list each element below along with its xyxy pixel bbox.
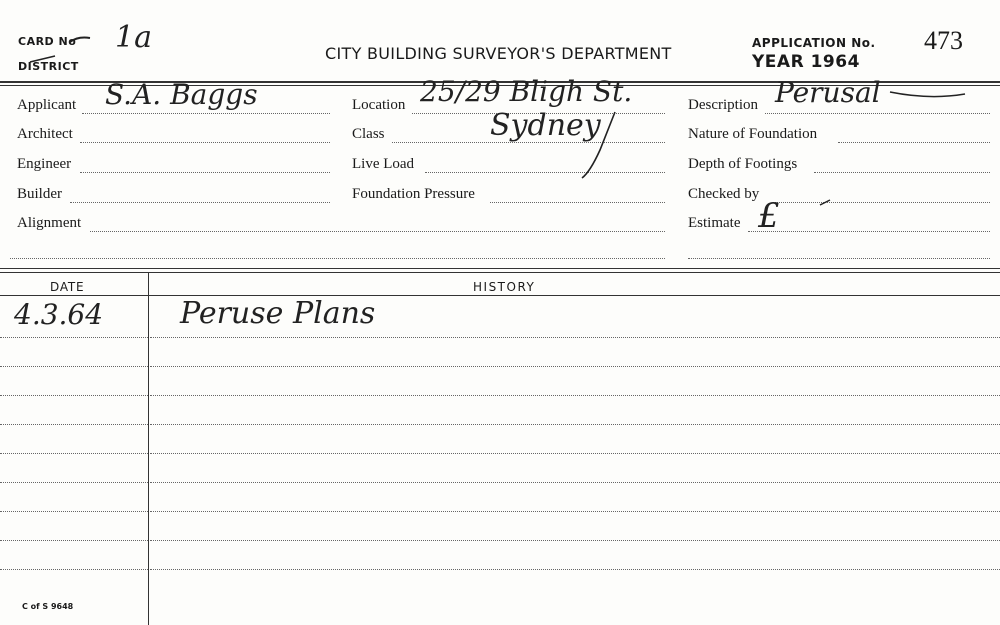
foundation-pressure-label: Foundation Pressure <box>352 186 475 202</box>
alignment-label: Alignment <box>17 215 82 231</box>
card-no-value: 1a <box>115 20 152 55</box>
card-no-stroke <box>70 38 90 43</box>
application-no-value: 473 <box>924 26 963 55</box>
checked-by-label: Checked by <box>688 186 760 202</box>
estimate-label: Estimate <box>688 215 741 231</box>
description-value: Perusal <box>775 76 881 109</box>
description-flourish <box>890 92 965 97</box>
year-label: YEAR 1964 <box>752 52 860 72</box>
history-row-entry: Peruse Plans <box>180 296 376 331</box>
form-code: C of S 9648 <box>22 602 74 611</box>
builder-label: Builder <box>17 186 62 202</box>
district-label: DISTRICT <box>18 60 79 73</box>
history-row-date: 4.3.64 <box>14 298 104 331</box>
date-header: DATE <box>50 280 85 294</box>
estimate-dash <box>820 200 830 205</box>
live-load-label: Live Load <box>352 156 415 172</box>
nature-of-foundation-label: Nature of Foundation <box>688 126 818 142</box>
history-header: HISTORY <box>473 280 536 294</box>
location-value: 25/29 Bligh St. <box>420 75 633 108</box>
location-label: Location <box>352 97 406 113</box>
applicant-label: Applicant <box>17 97 77 113</box>
depth-of-footings-label: Depth of Footings <box>688 156 798 172</box>
card-no-label: CARD No <box>18 35 77 48</box>
department-title: CITY BUILDING SURVEYOR'S DEPARTMENT <box>325 44 672 63</box>
estimate-value: £ <box>758 196 780 236</box>
district-stroke <box>30 56 55 62</box>
architect-label: Architect <box>17 126 73 142</box>
applicant-value: S.A. Baggs <box>105 78 258 111</box>
description-label: Description <box>688 97 758 113</box>
location-value-line2: Sydney <box>490 108 601 143</box>
engineer-label: Engineer <box>17 156 72 172</box>
sydney-descender <box>582 112 615 178</box>
application-no-label: APPLICATION No. <box>752 36 876 50</box>
class-label: Class <box>352 126 385 142</box>
